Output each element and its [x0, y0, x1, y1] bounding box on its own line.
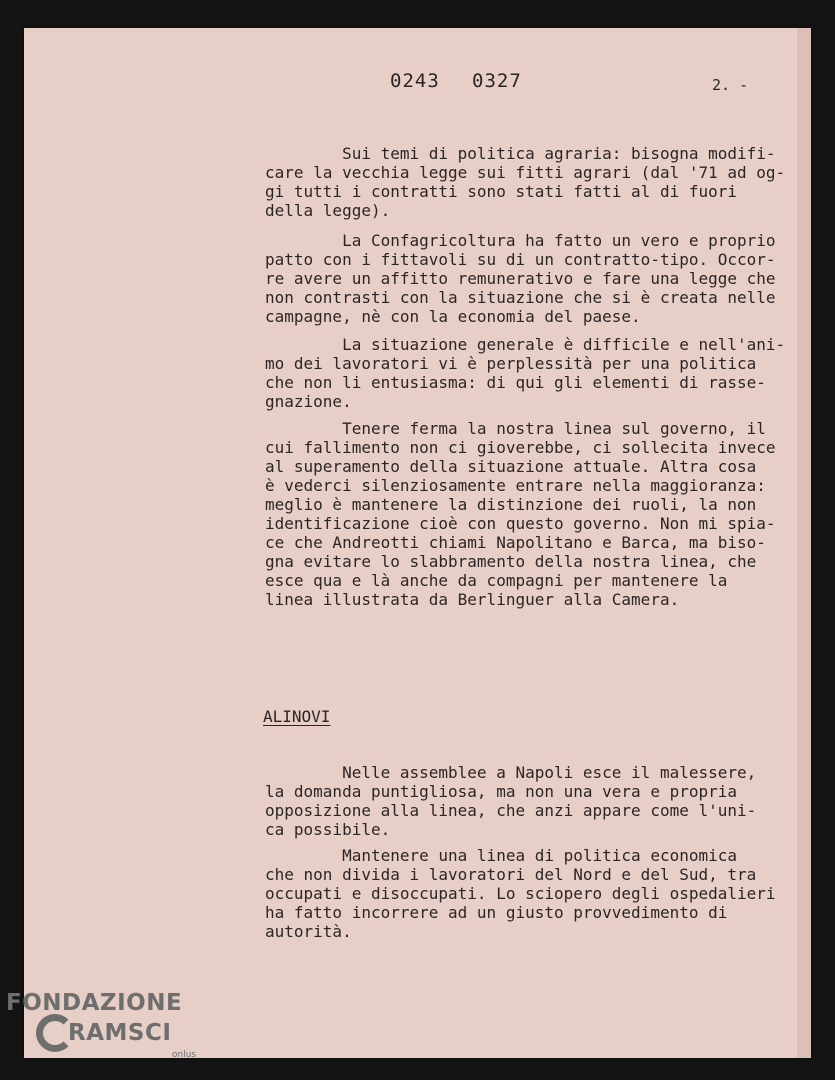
paragraph-naples-assemblies: Nelle assemblee a Napoli esce il malessere, la domanda puntigliosa, ma non una vera e propria opposizione alla linea, che anzi appare come l'uni- ca possibile. — [265, 763, 757, 839]
logo-text-bottom: RAMSCI — [68, 1020, 172, 1046]
page-number: 2. - — [712, 76, 749, 94]
paragraph-economic-policy: Mantenere una linea di politica economica che non divida i lavoratori del Nord e del Sud, tra occupati e disoccupati. Lo sciopero degli ospedalieri ha fatto incorrere ad un giusto provvedimento di autorità. — [265, 846, 776, 941]
folio-number-left: 0243 — [390, 70, 440, 92]
fondazione-gramsci-logo — [6, 990, 226, 1070]
logo-suffix: onlus — [172, 1050, 197, 1060]
page-edge — [797, 28, 811, 1058]
paragraph-government-line: Tenere ferma la nostra linea sul governo, il cui fallimento non ci gioverebbe, ci sollecita invece al superamento della situazione attuale. Altra cosa è vederci silenziosamente entrare nella maggioranza: meglio è mantenere la distinzione dei ruoli, la non identificazione cioè con questo governo. Non mi spia- ce che Andreotti chiami Napolitano e Barca, ma biso- gna evitare lo slabbramento della nostra linea, che esce qua e là anche da compagni per mantenere la linea illustrata da Berlinguer alla Camera. — [265, 419, 776, 609]
paragraph-confagricoltura: La Confagricoltura ha fatto un vero e proprio patto con i fittavoli su di un contratto-tipo. Occor- re avere un affitto remunerativo e fare una legge che non contrasti con la situazione che si è creata nelle campagne, nè con la economia del paese. — [265, 231, 776, 326]
paragraph-general-situation: La situazione generale è difficile e nell'ani- mo dei lavoratori vi è perplessità per una politica che non li entusiasma: di qui gli elementi di rasse- gnazione. — [265, 335, 786, 411]
logo-text-top: FONDAZIONE — [6, 990, 183, 1016]
speaker-heading: ALINOVI — [263, 707, 331, 726]
folio-number-right: 0327 — [472, 70, 522, 92]
paragraph-agrarian-policy: Sui temi di politica agraria: bisogna modifi- care la vecchia legge sui fitti agrari (dal '71 ad og- gi tutti i contratti sono stati fatti al di fuori della legge). — [265, 144, 786, 220]
